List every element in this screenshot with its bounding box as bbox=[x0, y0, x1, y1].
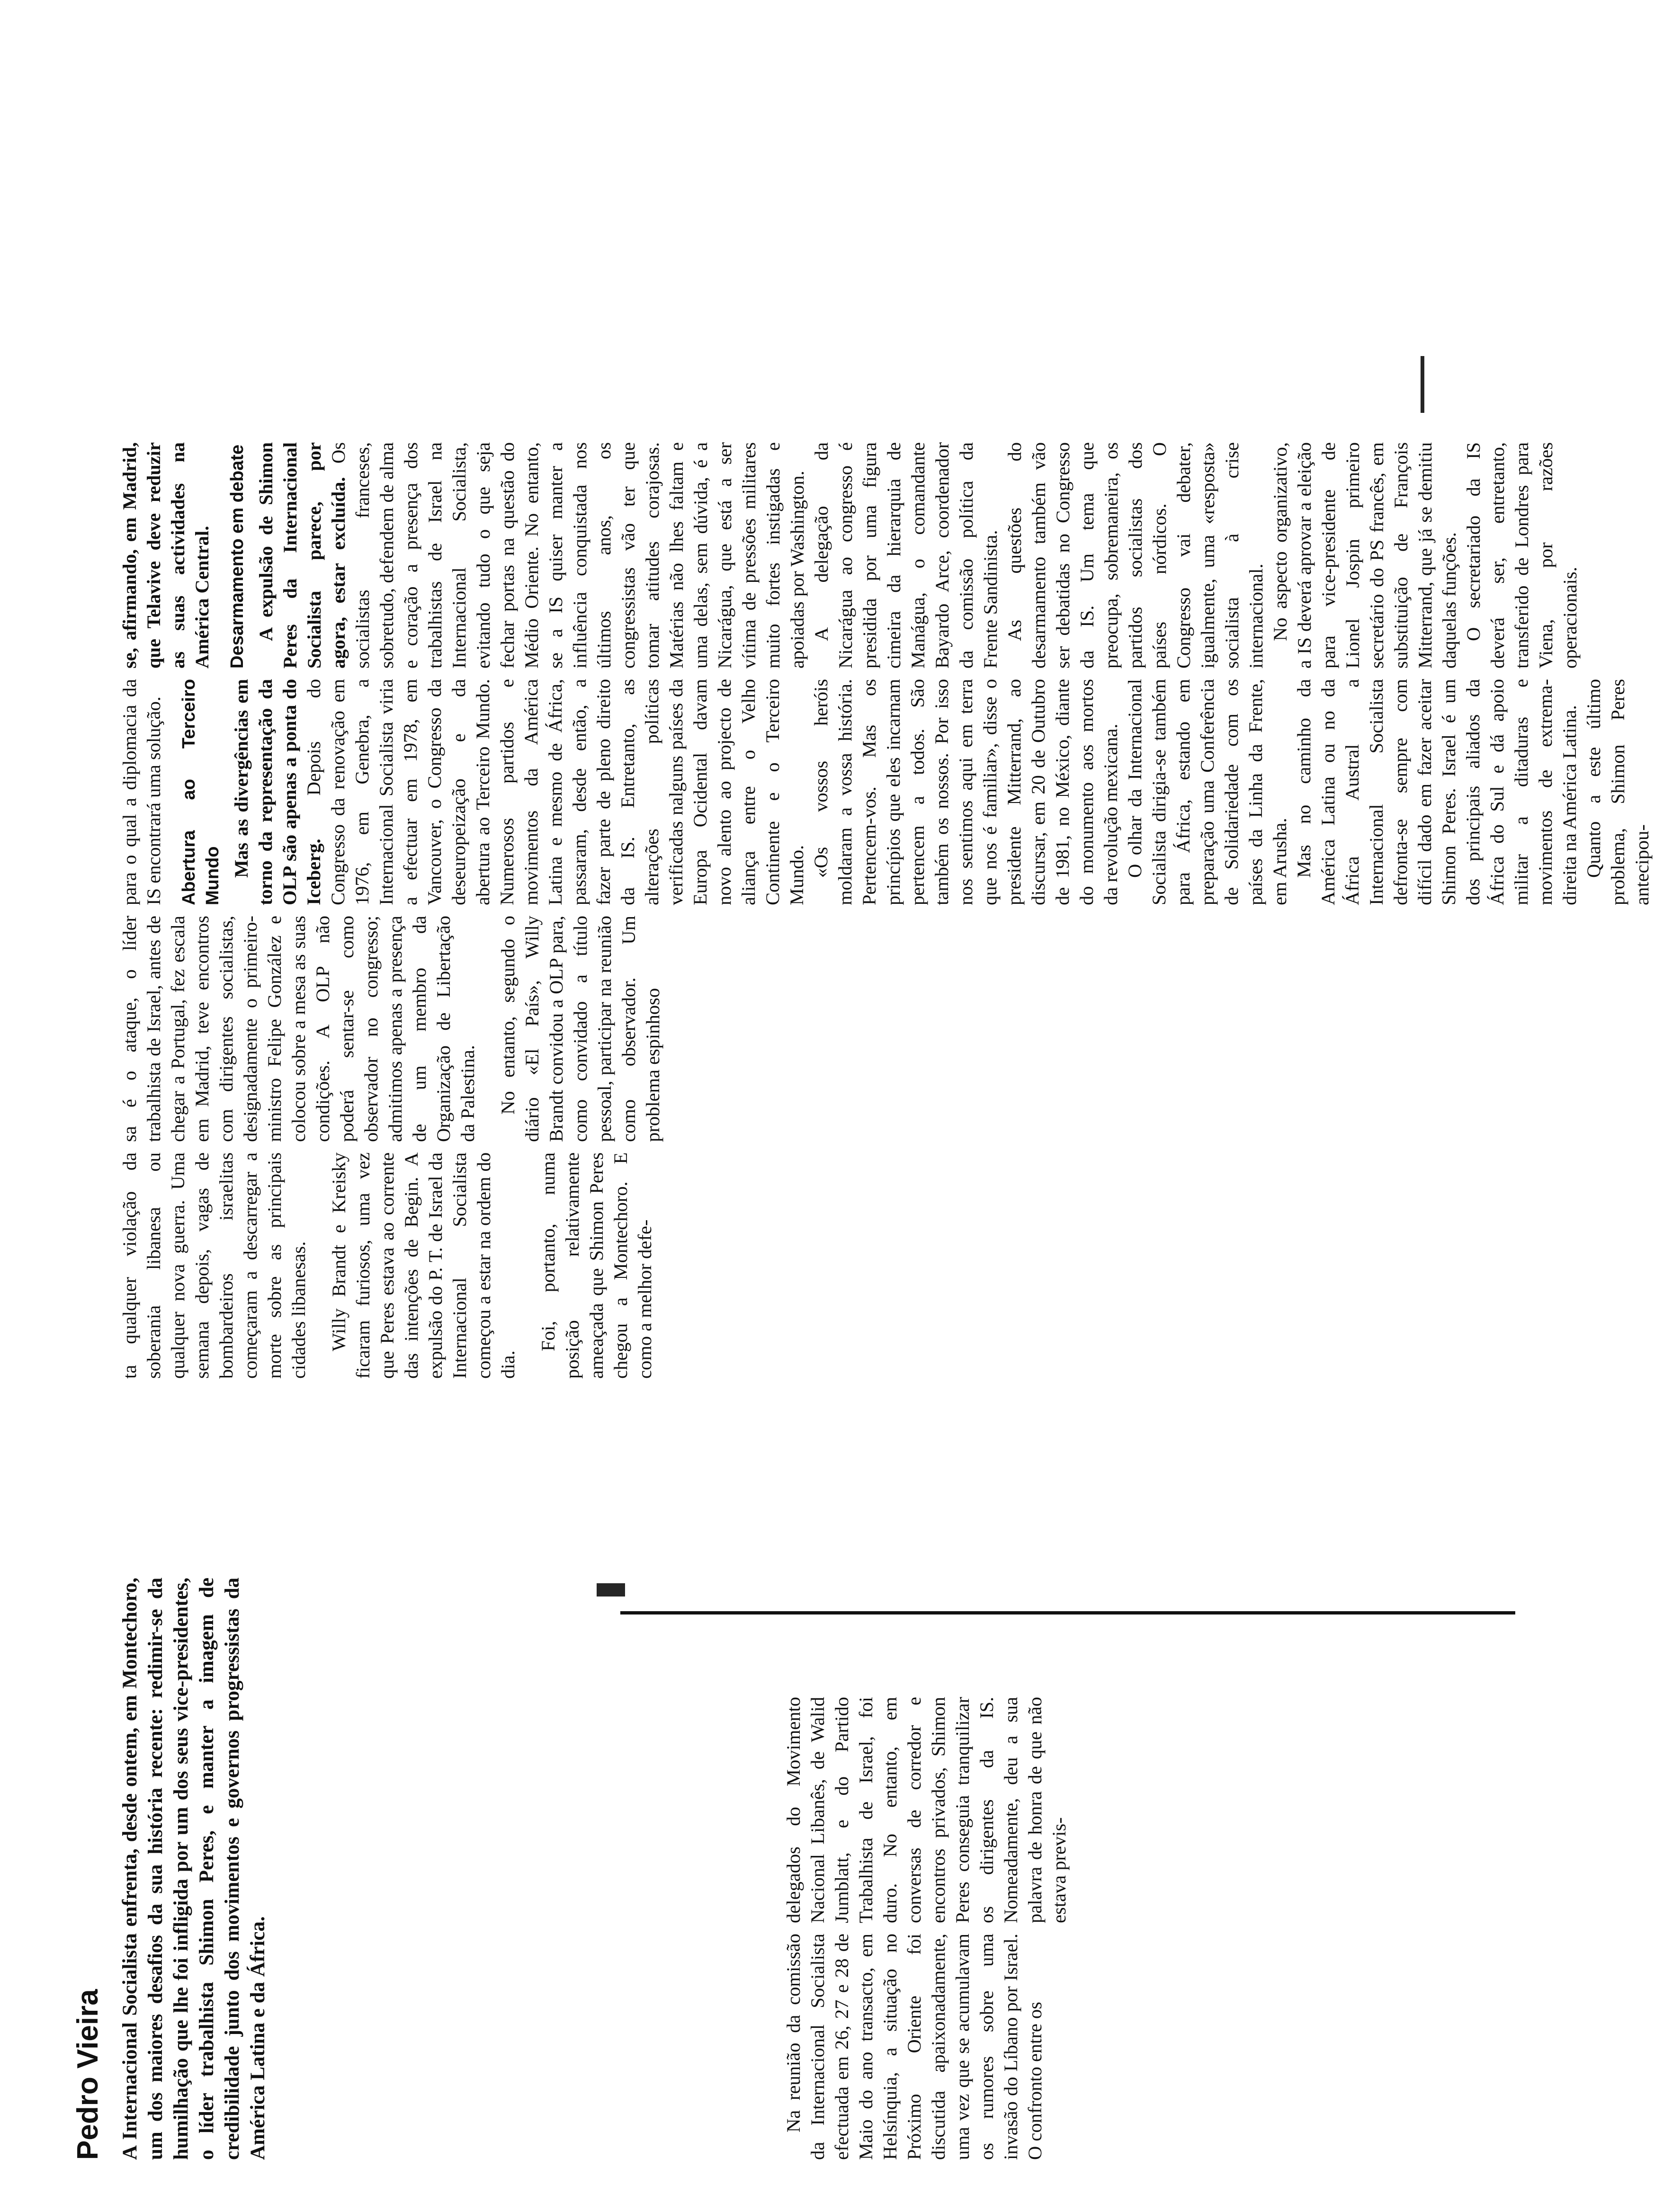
column-4 bbox=[117, 916, 665, 1142]
lead-paragraph: A Internacional Socialista enfrenta, desde ontem, em Montechoro, um dos maiores desafios da sua história recente: redimir-se da humilhação que lhe foi infligida por um dos seus vice-presidentes, o líder trabalhista Shimon Peres, e manter a imagem de credibilidade junto dos movimentos e governos progressistas da América Latina e da África. bbox=[119, 1578, 269, 2160]
subheading-abertura: Abertura ao Terceiro Mundo bbox=[179, 679, 223, 905]
column-6-paragraph-4: As questões do desarmamento também vão ser debatidas no Congresso da IS. Um tema que preocupa, sobremaneira, os partidos socialistas dos países nórdicos. O Congresso vai debater, igualmente, uma «resposta» socialista à crise internacional. bbox=[1004, 442, 1267, 669]
clipping-edge-mark bbox=[1421, 356, 1424, 413]
column-3-paragraph-2: Willy Brandt e Kreisky ficaram furiosos, uma vez que Peres estava ao corrente das intenções de Begin. A expulsão do P. T. de Israel da Internacional Socialista começou a estar na ordem do dia. bbox=[328, 1152, 519, 1379]
column-5-paragraph-3: «Os vossos heróis moldaram a vossa história. Pertencem-vos. Mas os princípios que eles incarnam pertencem a todos. São também os nossos. Por isso nos sentimos aqui em terra que nos é familiar», disse o presidente Mitterrand, ao discursar, em 20 de Outubro de 1981, no México, diante do monumento aos mortos da revolução mexicana. bbox=[810, 679, 1121, 905]
column-2 bbox=[781, 1697, 1071, 1923]
subheading-desarmamento: Desarmamento em debate bbox=[227, 444, 247, 669]
column-4-paragraph-1: sa é o ataque, o líder trabalhista de Israel, antes de chegar a Portugal, fez escala em Madrid, teve encontros com dirigentes socialistas, designadamente o primeiro-ministro Felipe González e colocou sobre a mesa as suas condições. A OLP não poderá sentar-se como observador no congresso; admitimos apenas a presença de um membro da Organização de Libertação da Palestina. bbox=[119, 916, 478, 1142]
column-5-bold-lead: Mas as divergências em torno da representação da OLP são apenas a ponta do Iceberg. bbox=[231, 679, 324, 905]
column-5-paragraph-5: Mas no caminho da América Latina ou no da África Austral a Internacional Socialista defronta-se sempre com difícil dado em fazer aceitar Shimon Peres. Israel é um dos principais aliados da África do Sul e dá apoio militar a ditaduras e movimentos de extrema-direita na América Latina. bbox=[1293, 679, 1580, 905]
column-5-paragraph-1: para o qual a diplomacia da IS encontrará uma solução. bbox=[119, 679, 164, 905]
column-5-paragraph-2 bbox=[229, 679, 809, 905]
column-6-paragraph-2 bbox=[254, 442, 809, 669]
column-6-paragraph-6: O secretariado da IS deverá ser, entretanto, transferido de Londres para Viena, por razões operacionais. bbox=[1463, 442, 1581, 669]
column-6-paragraph-2-rest: Os socialistas franceses, sobretudo, defendem de alma e coração a presença dos trabalhistas de Israel na Internacional Socialista, evitando tudo o que seja fechar portas na questão do Médio Oriente. No entanto, se a IS quiser manter a influência conquistada nos últimos anos, os congressistas vão ter que tomar atitudes corajosas. Matérias não lhes faltam e uma delas, sem dúvida, é a Nicarágua, que está a ser vítima de pressões militares muito fortes instigadas e apoiadas por Washington. bbox=[328, 442, 808, 669]
column-1-paragraph: Na reunião da comissão da Internacional Socialista efectuada em 26, 27 e 28 de Maio do ano transacto, em Helsínquia, a situação no Próximo Oriente foi discutida apaixonadamente, uma vez que se acumulavam os rumores sobre uma invasão do Líbano por Israel. O confronto entre os bbox=[783, 1934, 1046, 2160]
column-6-paragraph-3: A delegação da Nicarágua ao congresso é presidida por uma figura cimeira da hierarquia de Manágua, o comandante Bayardo Arce, coordenador da comissão política da Frente Sandinista. bbox=[811, 442, 1001, 669]
column-divider-rule bbox=[620, 1611, 1515, 1614]
column-5-paragraph-6: Quanto a este último problema, Shimon Peres antecipou- bbox=[1583, 679, 1653, 905]
column-4-paragraph-2: No entanto, segundo o diário «El País», Willy Brandt convidou a OLP para, como convidado a título pessoal, participar na reunião como observador. Um problema espinhoso bbox=[497, 916, 663, 1142]
column-3-paragraph-1: ta qualquer violação da soberania libanesa ou qualquer nova guerra. Uma semana depois, vagas de bombardeiros israelitas começaram a descarregar a morte sobre as principais cidades libanesas. bbox=[119, 1152, 309, 1379]
column-1 bbox=[781, 1934, 1047, 2160]
column-2-paragraph: delegados do Movimento Nacional Libanês, de Walid Jumblatt, e do Partido Trabalhista de Israel, foi duro. No entanto, em conversas de corredor e encontros privados, Shimon Peres conseguia tranquilizar os dirigentes da IS. Nomeadamente, deu a sua palavra de honra de que não estava previs- bbox=[783, 1697, 1070, 1923]
column-3 bbox=[117, 1152, 657, 1379]
column-6-paragraph-1: se, afirmando, em Madrid, que Telavive deve reduzir as suas actividades na América Central. bbox=[119, 442, 213, 669]
column-6-paragraph-5: No aspecto organizativo, a IS deverá aprovar a eleição para vice-presidente de Lionel Jospin primeiro secretário do PS francês, em substituição de François Mitterrand, que já se demitiu daquelas funções. bbox=[1270, 442, 1460, 669]
column-6 bbox=[117, 442, 1582, 669]
column-5 bbox=[117, 679, 1654, 905]
column-5-paragraph-2-rest: Depois do Congresso da renovação em 1976, em Genebra, a Internacional Socialista viria a efectuar em 1978, em Vancouver, o Congresso da deseuropeização e da abertura ao Terceiro Mundo. Numerosos partidos e movimentos da América Latina e mesmo de África, passaram, desde então, a fazer parte de pleno direito da IS. Entretanto, as alterações políticas verificadas nalguns países da Europa Ocidental davam novo alento ao projecto de aliança entre o Velho Continente e o Terceiro Mundo. bbox=[303, 679, 807, 905]
column-5-paragraph-4: O olhar da Internacional Socialista dirigia-se também para África, estando em preparação uma Conferência de Solidariedade com os países da Linha da Frente, em Arusha. bbox=[1124, 679, 1290, 905]
scan-smudge bbox=[597, 1583, 625, 1597]
byline: Pedro Vieira bbox=[72, 1989, 104, 2160]
column-3-paragraph-3: Foi, portanto, numa posição relativamente ameaçada que Shimon Peres chegou a Montechoro. E como a melhor defe- bbox=[537, 1152, 655, 1379]
column-6-bold-lead: A expulsão de Shimon Peres da Internacional Socialista parece, por agora, estar excluída. bbox=[255, 442, 349, 669]
